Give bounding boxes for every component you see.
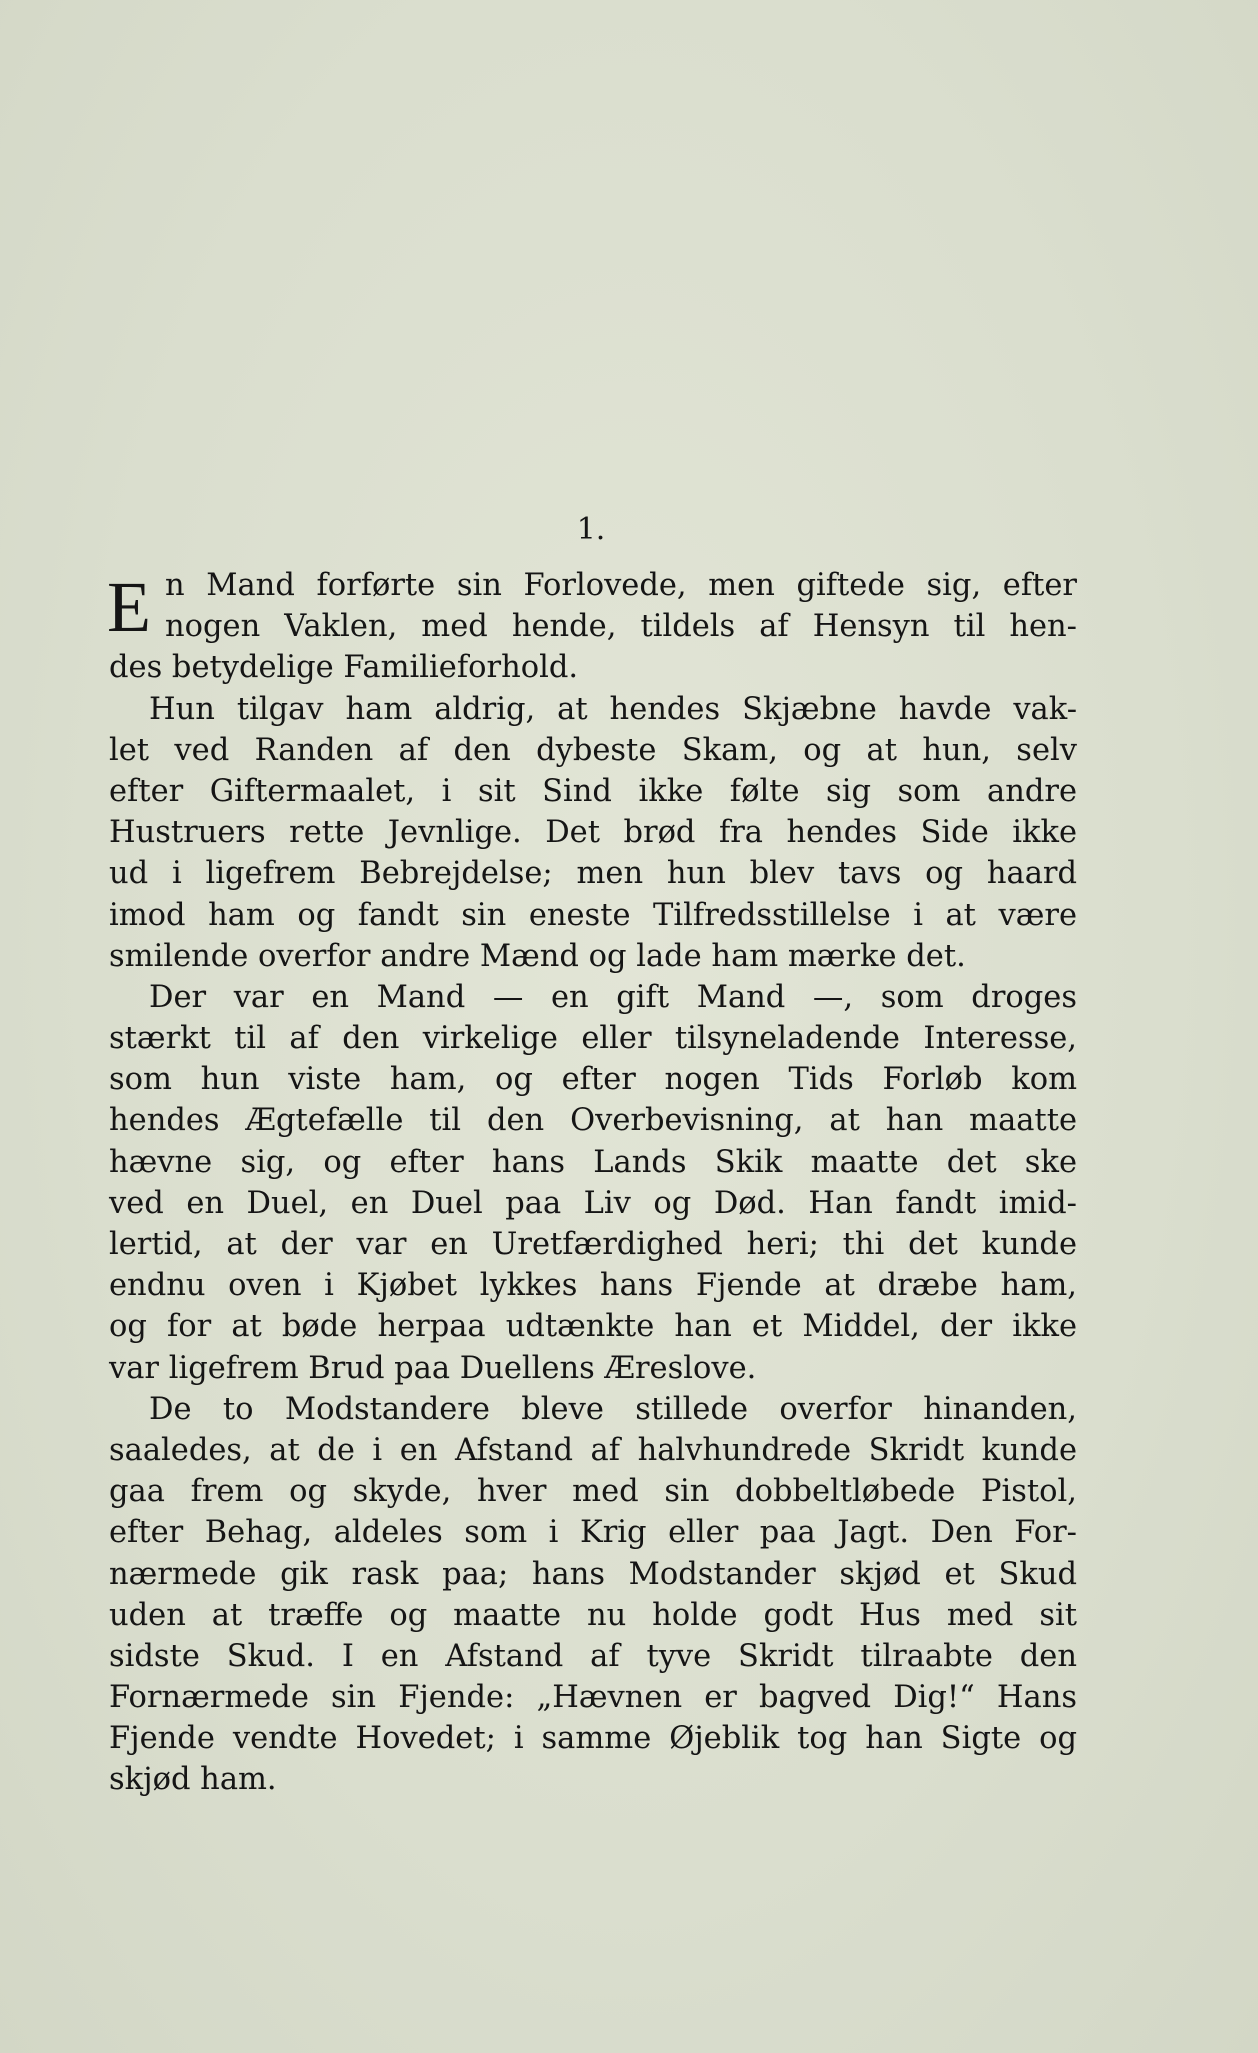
- text-line: uden at træffe og maatte nu holde godt Hus med sit: [109, 1597, 1077, 1633]
- text-line: let ved Randen af den dybeste Skam, og at hun, selv: [109, 732, 1077, 768]
- text-line: var ligefrem Brud paa Duellens Æreslove.: [109, 1350, 757, 1386]
- text-line: hendes Ægtefælle til den Overbevisning, at han maatte: [109, 1103, 1077, 1139]
- chapter-number: 1.: [576, 512, 606, 547]
- text-line: hævne sig, og efter hans Lands Skik maatte det ske: [109, 1144, 1077, 1180]
- text-line: imod ham og fandt sin eneste Tilfredsstillelse i at være: [109, 897, 1077, 933]
- text-line: Fjende vendte Hovedet; i samme Øjeblik tog han Sigte og: [109, 1721, 1077, 1757]
- text-line: des betydelige Familieforhold.: [109, 650, 579, 686]
- text-line: De to Modstandere bleve stillede overfor hinanden,: [149, 1391, 1077, 1427]
- text-line: og for at bøde herpaa udtænkte han et Middel, der ikke: [109, 1309, 1077, 1345]
- text-line: lertid, at der var en Uretfærdighed heri; thi det kunde: [109, 1227, 1077, 1262]
- text-line: skjød ham.: [109, 1762, 277, 1798]
- text-line: saaledes, at de i en Afstand af halvhundrede Skridt kunde: [109, 1432, 1077, 1468]
- text-line: ud i ligefrem Bebrejdelse; men hun blev tavs og haard: [109, 856, 1077, 892]
- text-line: stærkt til af den virkelige eller tilsyneladende Interesse,: [109, 1021, 1077, 1057]
- text-line: Fornærmede sin Fjende: „Hævnen er bagved Dig!“ Hans: [109, 1680, 1077, 1716]
- text-line: ved en Duel, en Duel paa Liv og Død. Han fandt imid-: [109, 1185, 1077, 1221]
- text-line: Hun tilgav ham aldrig, at hendes Skjæbne havde vak-: [149, 691, 1077, 727]
- text-line: smilende overfor andre Mænd og lade ham mærke det.: [109, 938, 966, 974]
- text-line: efter Giftermaalet, i sit Sind ikke følte sig som andre: [109, 773, 1077, 809]
- text-line: nærmede gik rask paa; hans Modstander skjød et Skud: [109, 1556, 1077, 1592]
- text-line: Der var en Mand — en gift Mand —, som droges: [149, 979, 1077, 1015]
- text-line: sidste Skud. I en Afstand af tyve Skridt tilraabte den: [109, 1638, 1077, 1674]
- drop-cap: E: [107, 567, 151, 647]
- text-line: n Mand forførte sin Forlovede, men giftede sig, efter: [165, 568, 1077, 603]
- text-line: gaa frem og skyde, hver med sin dobbeltløbede Pistol,: [109, 1474, 1077, 1510]
- text-line: nogen Vaklen, med hende, tildels af Hensyn til hen-: [165, 609, 1077, 645]
- text-line: Hustruers rette Jevnlige. Det brød fra hendes Side ikke: [109, 815, 1077, 851]
- text-line: som hun viste ham, og efter nogen Tids Forløb kom: [109, 1062, 1077, 1098]
- text-line: endnu oven i Kjøbet lykkes hans Fjende at dræbe ham,: [109, 1268, 1077, 1304]
- text-line: efter Behag, aldeles som i Krig eller paa Jagt. Den For-: [109, 1515, 1077, 1551]
- body-text: [109, 565, 1077, 1801]
